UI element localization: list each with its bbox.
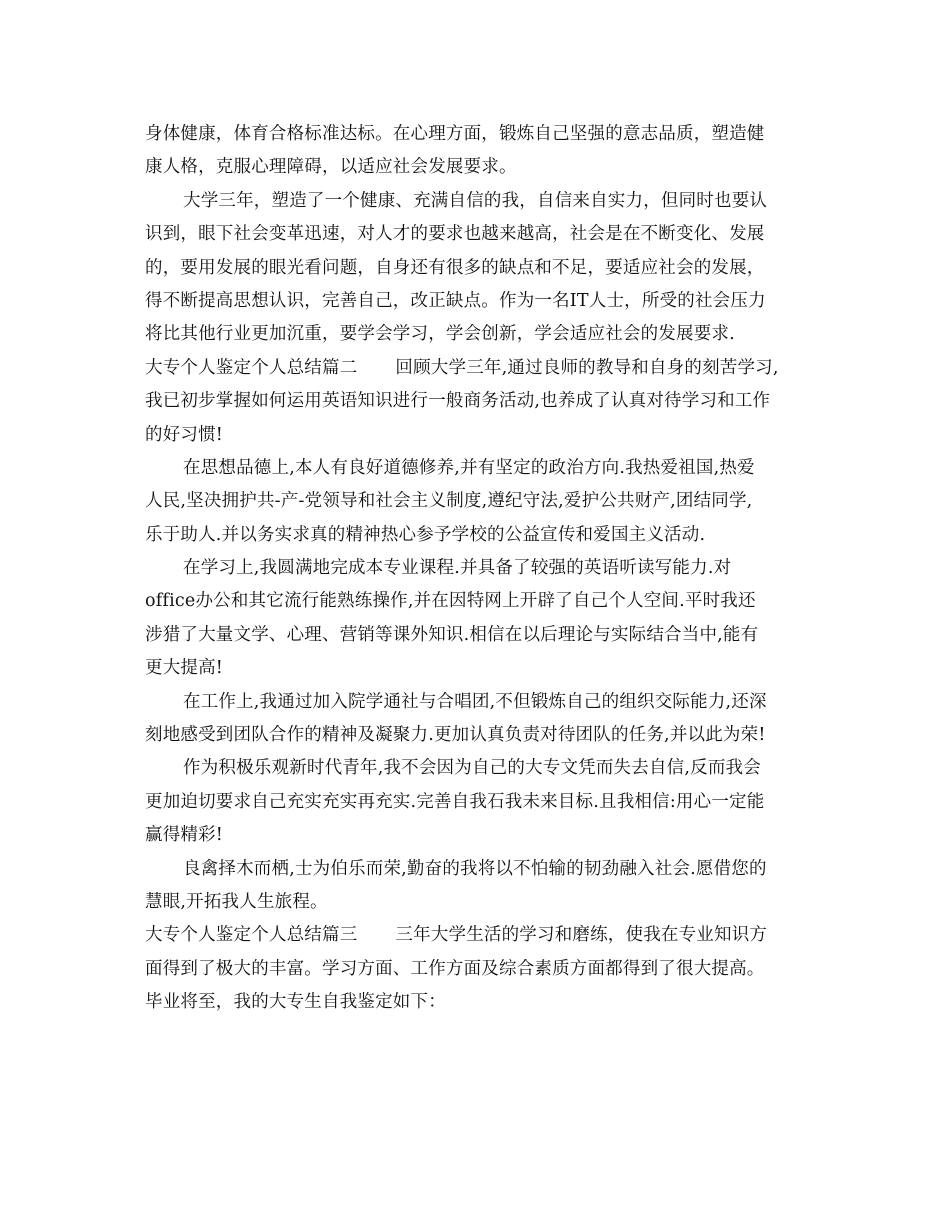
section-opening-text: 回顾大学三年,通过良师的教导和自身的刻苦学习, (395, 357, 779, 378)
body-line: 面得到了极大的丰富。学习方面、工作方面及综合素质方面都得到了很大提高。 (145, 958, 765, 979)
paragraph-start-line: 作为积极乐观新时代青年,我不会因为自己的大专文凭而失去自信,反而我会 (183, 758, 761, 779)
body-line: 乐于助人.并以务实求真的精神热心参予学校的公益宣传和爱国主义活动. (145, 524, 706, 545)
body-line: 将比其他行业更加沉重，要学会学习，学会创新，学会适应社会的发展要求. (145, 324, 735, 345)
body-line: 人民,坚决拥护共-产-党领导和社会主义制度,遵纪守法,爱护公共财产,团结同学, (145, 491, 753, 512)
paragraph-start-line: 大学三年，塑造了一个健康、充满自信的我，自信来自实力，但同时也要认 (183, 190, 768, 211)
paragraph-start-line: 良禽择木而栖,士为伯乐而荣,勤奋的我将以不怕输的韧劲融入社会.愿借您的 (183, 858, 767, 879)
body-line: 刻地感受到团队合作的精神及凝聚力.更加认真负责对待团队的任务,并以此为荣! (145, 725, 766, 746)
body-line: 慧眼,开拓我人生旅程。 (145, 891, 328, 912)
body-line: 身体健康，体育合格标准达标。在心理方面，锻炼自己坚强的意志品质，塑造健 (145, 124, 765, 144)
section-heading: 大专个人鉴定个人总结篇三 (145, 925, 358, 946)
body-line: 我已初步掌握如何运用英语知识进行一般商务活动,也养成了认真对待学习和工作 (145, 391, 771, 412)
body-line: 得不断提高思想认识，完善自己，改正缺点。作为一名IT人士，所受的社会压力 (145, 290, 766, 311)
section-heading-line (145, 352, 813, 385)
section-opening-text: 三年大学生活的学习和磨练，使我在专业知识方 (395, 925, 768, 946)
body-line: 赢得精彩! (145, 825, 224, 846)
body-line: 识到，眼下社会变革迅速，对人才的要求也越来越高，社会是在不断变化、发展 (145, 224, 765, 245)
paragraph-start-line: 在学习上,我圆满地完成本专业课程.并具备了较强的英语听读写能力.对 (183, 558, 732, 579)
body-line: 的好习惯! (145, 424, 224, 445)
body-line: office办公和其它流行能熟练操作,并在因特网上开辟了自己个人空间.平时我还 (145, 591, 756, 612)
body-line: 的，要用发展的眼光看问题，自身还有很多的缺点和不足，要适应社会的发展， (145, 257, 765, 278)
section-heading-line (145, 919, 813, 952)
document-body (145, 118, 813, 1020)
body-line: 更加迫切要求自己充实充实再充实.完善自我石我未来目标.且我相信:用心一定能 (145, 791, 765, 812)
paragraph-start-line: 在工作上,我通过加入院学通社与合唱团,不但锻炼自己的组织交际能力,还深 (183, 691, 767, 712)
section-heading: 大专个人鉴定个人总结篇二 (145, 357, 358, 378)
body-line: 更大提高! (145, 658, 224, 679)
body-line: 毕业将至，我的大专生自我鉴定如下： (145, 992, 446, 1013)
body-line: 涉猎了大量文学、心理、营销等课外知识.相信在以后理论与实际结合当中,能有 (145, 624, 759, 645)
body-line: 康人格，克服心理障碍，以适应社会发展要求。 (145, 157, 517, 178)
paragraph-start-line: 在思想品德上,本人有良好道德修养,并有坚定的政治方向.我热爱祖国,热爱 (183, 457, 755, 478)
